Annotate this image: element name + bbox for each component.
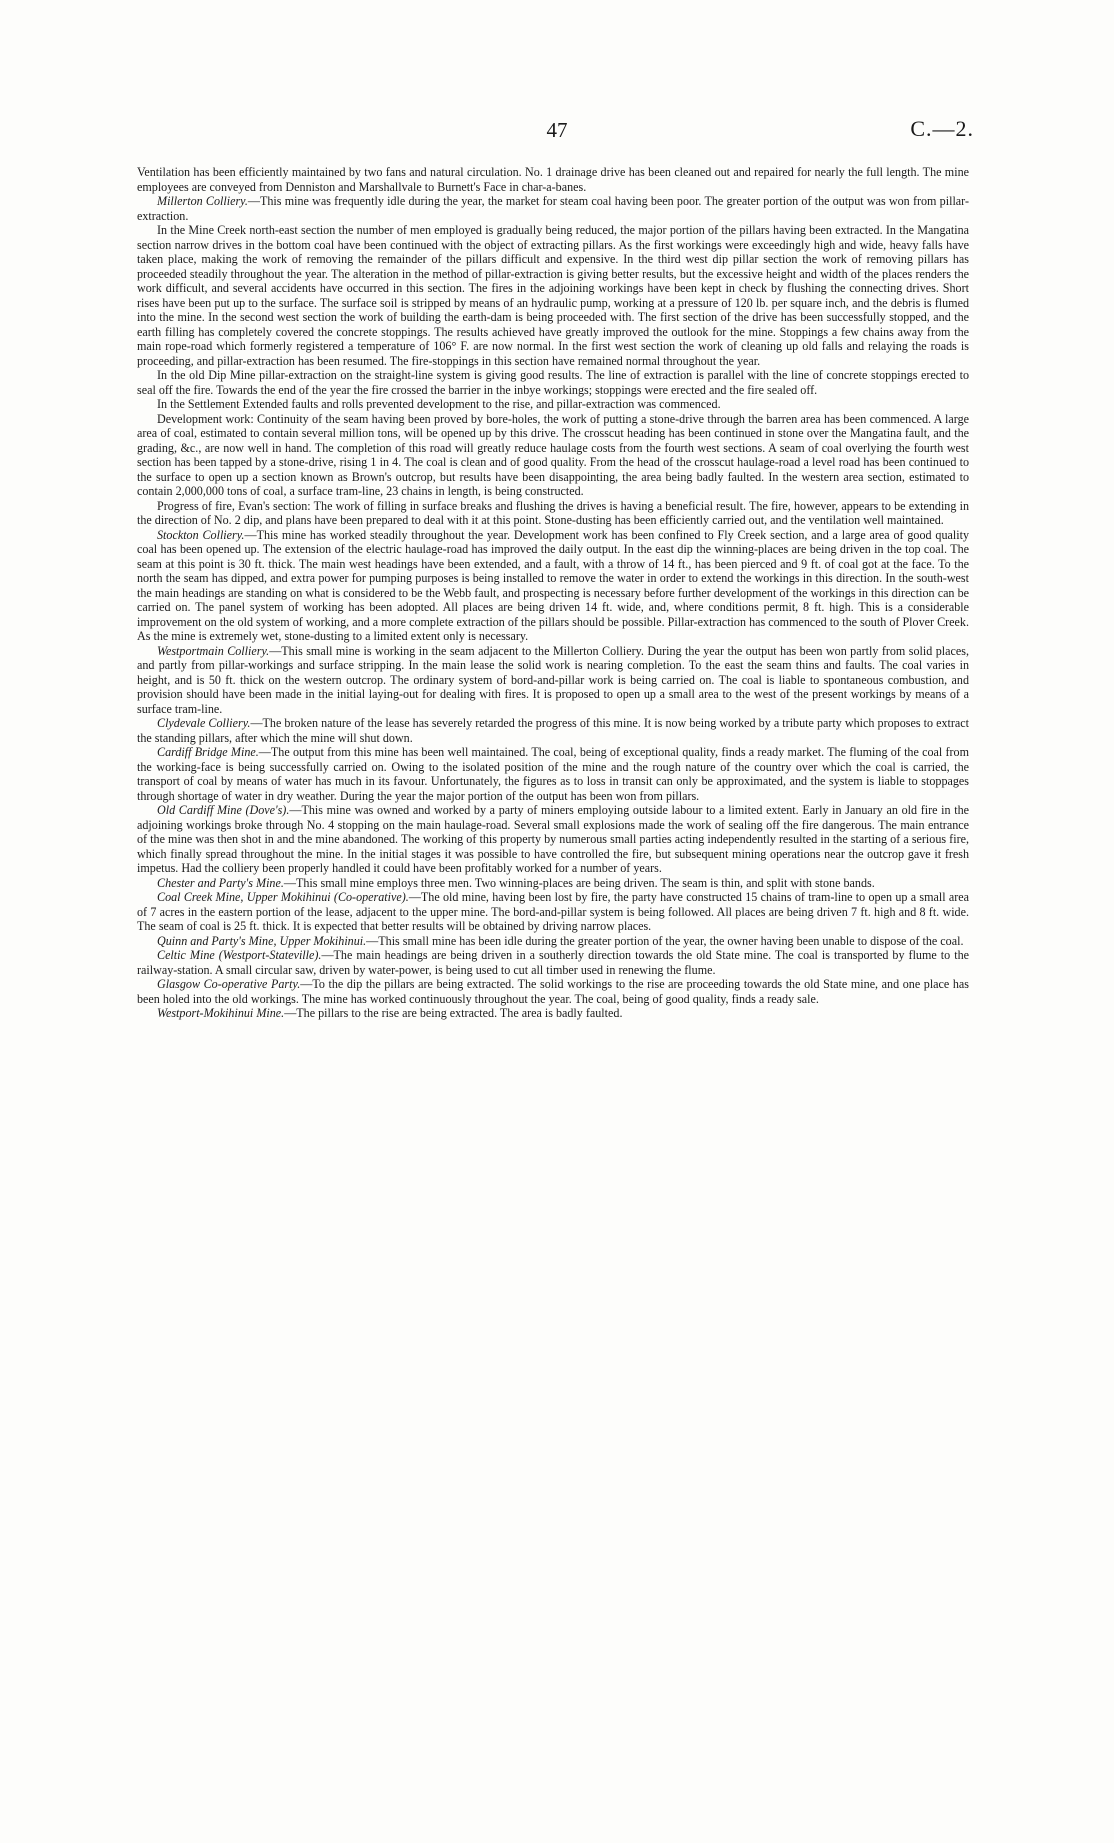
section-title: Quinn and Party's Mine, Upper Mokihinui. xyxy=(157,933,367,948)
paragraph: Glasgow Co-operative Party.—To the dip the pillars are being extracted. The solid workings to the rise are proceeding towards the old State mine, and one place has been holed into the old workings. The mine has worked continuously throughout the year. The coal, being of good quality, finds a ready sale. xyxy=(137,977,970,1006)
paragraph: In the Settlement Extended faults and rolls prevented development to the rise, and pillar-extraction was commenced. xyxy=(157,397,721,411)
section-title: Westportmain Colliery. xyxy=(157,643,270,658)
section-title: Stockton Colliery. xyxy=(157,527,245,542)
section-title: Old Cardiff Mine (Dove's). xyxy=(157,803,290,817)
paragraph: Quinn and Party's Mine, Upper Mokihinui.—This small mine has been idle during the greater portion of the year, the owner having been unable to dispose of the coal. xyxy=(157,933,964,948)
paragraph: Progress of fire, Evan's section: The work of filling in surface breaks and flushing the drives is having a beneficial result. The fire, however, appears to be extending in the direction of No. 2 dip, and plans have been prepared to deal with it at this point. Stone-dusting has been efficiently carried out, and the ventilation well maintained. xyxy=(137,498,969,527)
document-reference: C.—2. xyxy=(910,116,974,141)
paragraph: Development work: Continuity of the seam having been proved by bore-holes, the work of putting a stone-drive through the barren area has been commenced. A large area of coal, estimated to contain several million tons, will be opened up by this drive. The crosscut heading has been continued in stone over the Mangatina fault, and the grading, &c., are now well in hand. The completion of this road will greatly reduce haulage costs from the fourth west sections. A seam of coal overlying the fourth west section has been tapped by a stone-drive, rising 1 in 4. The coal is clean and of good quality. From the head of the crosscut haulage-road a level road has been continued to the surface to open up a section known as Brown's outcrop, but results have been disappointing, the area being badly faulted. In the western area section, estimated to contain 2,000,000 tons of coal, a surface tram-line, 23 chains in length, is being constructed. xyxy=(137,411,969,498)
paragraph: Cardiff Bridge Mine.—The output from this mine has been well maintained. The coal, being of exceptional quality, finds a ready market. The fluming of the coal from the working-face is being successfully carried on. Owing to the isolated position of the mine and the rough nature of the country over which the coal is carried, the transport of coal by means of water has much in its favour. Unfortunately, the figures as to loss in transit can only be approximated, and the system is liable to stoppages through shortage of water in dry weather. During the year the major portion of the output has been won from pillars. xyxy=(137,745,969,803)
paragraph: Stockton Colliery.—This mine has worked steadily throughout the year. Development work has been confined to Fly Creek section, and a large area of good quality coal has been opened up. The extension of the electric haulage-road has improved the daily output. In the east dip the winning-places are being driven in the top coal. The seam at this point is 30 ft. thick. The main west headings have been extended, and a fault, with a throw of 14 ft., has been pierced and 9 ft. of coal got at the face. To the north the seam has dipped, and extra power for pumping purposes is being installed to remove the water in order to extend the workings in this direction. In the south-west the main headings are standing on what is considered to be the Webb fault, and prospecting is necessary before further development of the workings in this direction can be carried on. The panel system of working has been adopted. All places are being driven 14 ft. wide, and, where conditions permit, 8 ft. high. This is a considerable improvement on the old system of working, and a more complete extraction of the pillars should be possible. Pillar-extraction has commenced to the south of Plover Creek. As the mine is extremely wet, stone-dusting to a limited extent only is necessary. xyxy=(137,527,969,643)
paragraph: Old Cardiff Mine (Dove's).—This mine was owned and worked by a party of miners employing outside labour to a limited extent. Early in January an old fire in the adjoining workings broke through No. 4 stopping on the main haulage-road. Several small explosions made the work of sealing off the fire dangerous. The main entrance of the mine was then shot in and the mine abandoned. The working of this property by numerous small parties acting independently resulted in the starting of a serious fire, which finally spread throughout the mine. In the initial stages it was possible to have controlled the fire, but subsequent mining operations near the outcrop gave it fresh impetus. Had the colliery been properly handled it could have been profitably worked for a number of years. xyxy=(137,803,969,875)
section-title: Clydevale Colliery. xyxy=(157,716,251,730)
paragraph: Chester and Party's Mine.—This small mine employs three men. Two winning-places are being driven. The seam is thin, and split with stone bands. xyxy=(157,875,875,890)
section-title: Cardiff Bridge Mine. xyxy=(157,745,259,759)
section-title: Westport-Mokihinui Mine. xyxy=(157,1006,285,1020)
paragraph: Millerton Colliery.—This mine was frequently idle during the year, the market for steam coal having been poor. The greater portion of the output was won from pillar-extraction. xyxy=(137,194,969,223)
paragraph: Ventilation has been efficiently maintained by two fans and natural circulation. No. 1 drainage drive has been cleaned out and repaired for nearly the full length. The mine employees are conveyed from Denniston and Marshallvale to Burnett's Face in char-a-banes. xyxy=(137,165,969,194)
paragraph: Celtic Mine (Westport-Stateville).—The main headings are being driven in a southerly direction towards the old State mine. The coal is transported by flume to the railway-station. A small circular saw, driven by water-power, is being used to cut all timber used in renewing the flume. xyxy=(137,948,969,977)
section-title: Glasgow Co-operative Party. xyxy=(157,977,301,991)
paragraph: Clydevale Colliery.—The broken nature of the lease has severely retarded the progress of this mine. It is now being worked by a tribute party which proposes to extract the standing pillars, after which the mine will shut down. xyxy=(137,716,969,745)
paragraph: Westport-Mokihinui Mine.—The pillars to the rise are being extracted. The area is badly faulted. xyxy=(157,1006,623,1020)
section-title: Coal Creek Mine, Upper Mokihinui (Co-operative). xyxy=(157,890,409,904)
paragraph: In the old Dip Mine pillar-extraction on the straight-line system is giving good results. The line of extraction is parallel with the line of concrete stoppings erected to seal off the fire. Towards the end of the year the fire crossed the barrier in the inbye workings; stoppings were erected and the fire sealed off. xyxy=(137,368,969,397)
report-body xyxy=(137,165,969,1021)
page-number: 47 xyxy=(546,118,568,142)
section-title: Millerton Colliery. xyxy=(157,194,248,208)
paragraph: Coal Creek Mine, Upper Mokihinui (Co-operative).—The old mine, having been lost by fire, the party have constructed 15 chains of tram-line to open up a small area of 7 acres in the eastern portion of the lease, adjacent to the upper mine. The bord-and-pillar system is being followed. All places are being driven 7 ft. high and 8 ft. wide. The seam of coal is 25 ft. thick. It is expected that better results will be obtained by driving narrow places. xyxy=(137,890,970,933)
paragraph: In the Mine Creek north-east section the number of men employed is gradually being reduced, the major portion of the pillars having been extracted. In the Mangatina section narrow drives in the bottom coal have been continued with the object of extracting pillars. As the first workings were exceedingly high and wide, heavy falls have taken place, making the work of removing the remainder of the pillars difficult and expensive. In the third west dip pillar section the work of removing pillars has proceeded steadily throughout the year. The alteration in the method of pillar-extraction is giving better results, but the excessive height and width of the places renders the work difficult, and several accidents have occurred in this section. The fires in the adjoining workings have been kept in check by flushing the connecting drives. Short rises have been put up to the surface. The surface soil is stripped by means of an hydraulic pump, working at a pressure of 120 lb. per square inch, and the debris is flumed into the mine. In the second west section the work of building the earth-dam is being proceeded with. The first section of the drive has been successfully stopped, and the earth filling has completely covered the concrete stoppings. The results achieved have greatly improved the outlook for the mine. Stoppings a few chains away from the main rope-road which formerly registered a temperature of 106° F. are now normal. In the first west section the work of cleaning up old falls and relaying the roads is proceeding, and pillar-extraction has been resumed. The fire-stoppings in this section have remained normal throughout the year. xyxy=(137,223,969,368)
section-title: Chester and Party's Mine. xyxy=(157,875,284,890)
paragraph: Westportmain Colliery.—This small mine is working in the seam adjacent to the Millerton Colliery. During the year the output has been won partly from solid places, and partly from pillar-workings and surface stripping. In the main lease the solid work is nearing completion. To the east the seam thins and faults. The coal varies in height, and is 50 ft. thick on the western outcrop. The ordinary system of bord-and-pillar work is being carried on. The coal is liable to spontaneous combustion, and provision should have been made in the initial laying-out for dealing with fires. It is proposed to open up a small area to the west of the present workings by means of a surface tram-line. xyxy=(137,643,969,716)
section-title: Celtic Mine (Westport-Stateville). xyxy=(157,948,322,962)
